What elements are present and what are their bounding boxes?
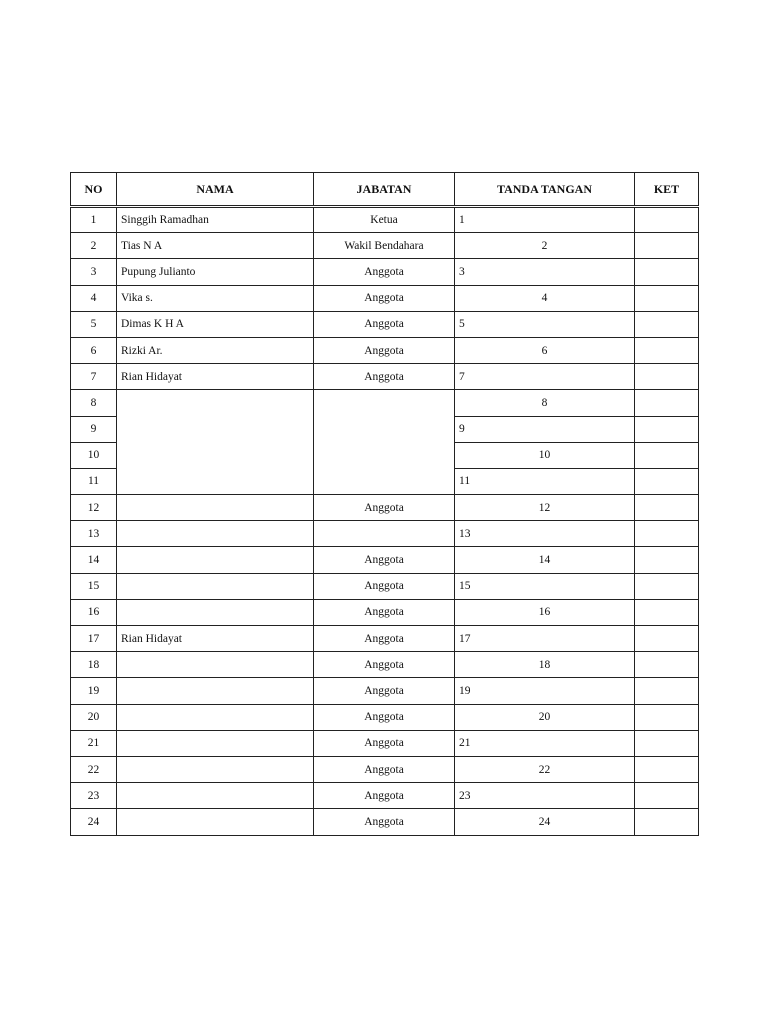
nama-cell (117, 599, 314, 625)
ket-cell (635, 337, 699, 363)
ket-cell (635, 573, 699, 599)
tanda-tangan-cell: 9 (455, 416, 635, 442)
table-row (71, 207, 699, 233)
nama-cell (117, 547, 314, 573)
ket-cell (635, 390, 699, 416)
jabatan-cell: Anggota (314, 285, 455, 311)
ket-cell (635, 364, 699, 390)
tanda-tangan-cell: 8 (455, 390, 635, 416)
nama-cell (117, 809, 314, 835)
nama-cell: Tias N A (117, 233, 314, 259)
row-number: 3 (71, 259, 117, 285)
jabatan-cell: Anggota (314, 626, 455, 652)
table-row (71, 678, 699, 704)
tanda-tangan-cell: 20 (455, 704, 635, 730)
row-number: 24 (71, 809, 117, 835)
table-row (71, 599, 699, 625)
row-number: 14 (71, 547, 117, 573)
ket-cell (635, 652, 699, 678)
table-row (71, 311, 699, 337)
row-number: 20 (71, 704, 117, 730)
table-row (71, 390, 699, 416)
tanda-tangan-cell: 11 (455, 468, 635, 494)
row-number: 10 (71, 442, 117, 468)
row-number: 12 (71, 495, 117, 521)
row-number: 8 (71, 390, 117, 416)
row-number: 1 (71, 207, 117, 233)
ket-cell (635, 547, 699, 573)
header-jabatan: JABATAN (314, 173, 455, 207)
ket-cell (635, 599, 699, 625)
tanda-tangan-cell: 3 (455, 259, 635, 285)
table-row (71, 626, 699, 652)
nama-cell: Pupung Julianto (117, 259, 314, 285)
table-row (71, 285, 699, 311)
tanda-tangan-cell: 17 (455, 626, 635, 652)
table-row (71, 704, 699, 730)
tanda-tangan-cell: 2 (455, 233, 635, 259)
nama-cell: Dimas K H A (117, 311, 314, 337)
row-number: 23 (71, 783, 117, 809)
nama-cell (117, 678, 314, 704)
table-header (71, 173, 699, 207)
table-row (71, 730, 699, 756)
attendance-sheet (70, 172, 698, 836)
ket-cell (635, 730, 699, 756)
nama-cell (117, 390, 314, 495)
row-number: 16 (71, 599, 117, 625)
jabatan-cell: Anggota (314, 704, 455, 730)
tanda-tangan-cell: 5 (455, 311, 635, 337)
nama-cell (117, 521, 314, 547)
ket-cell (635, 233, 699, 259)
nama-cell: Rizki Ar. (117, 337, 314, 363)
tanda-tangan-cell: 19 (455, 678, 635, 704)
header-ket: KET (635, 173, 699, 207)
ket-cell (635, 809, 699, 835)
nama-cell: Rian Hidayat (117, 626, 314, 652)
ket-cell (635, 468, 699, 494)
jabatan-cell: Anggota (314, 337, 455, 363)
row-number: 13 (71, 521, 117, 547)
table-row (71, 259, 699, 285)
jabatan-cell: Anggota (314, 364, 455, 390)
table-row (71, 573, 699, 599)
attendance-table (70, 172, 699, 836)
row-number: 22 (71, 756, 117, 782)
nama-cell: Rian Hidayat (117, 364, 314, 390)
tanda-tangan-cell: 21 (455, 730, 635, 756)
ket-cell (635, 678, 699, 704)
tanda-tangan-cell: 7 (455, 364, 635, 390)
jabatan-cell: Anggota (314, 259, 455, 285)
row-number: 18 (71, 652, 117, 678)
tanda-tangan-cell: 18 (455, 652, 635, 678)
jabatan-cell: Anggota (314, 599, 455, 625)
header-tanda-tangan: TANDA TANGAN (455, 173, 635, 207)
tanda-tangan-cell: 12 (455, 495, 635, 521)
ket-cell (635, 442, 699, 468)
jabatan-cell: Anggota (314, 495, 455, 521)
row-number: 15 (71, 573, 117, 599)
tanda-tangan-cell: 16 (455, 599, 635, 625)
ket-cell (635, 756, 699, 782)
table-row (71, 652, 699, 678)
tanda-tangan-cell: 13 (455, 521, 635, 547)
row-number: 9 (71, 416, 117, 442)
table-row (71, 783, 699, 809)
ket-cell (635, 285, 699, 311)
ket-cell (635, 626, 699, 652)
tanda-tangan-cell: 4 (455, 285, 635, 311)
table-row (71, 364, 699, 390)
header-nama: NAMA (117, 173, 314, 207)
row-number: 2 (71, 233, 117, 259)
table-row (71, 337, 699, 363)
table-row (71, 756, 699, 782)
nama-cell (117, 783, 314, 809)
row-number: 6 (71, 337, 117, 363)
tanda-tangan-cell: 1 (455, 207, 635, 233)
jabatan-cell: Anggota (314, 756, 455, 782)
header-no: NO (71, 173, 117, 207)
table-row (71, 521, 699, 547)
ket-cell (635, 521, 699, 547)
header-row (71, 173, 699, 207)
nama-cell (117, 495, 314, 521)
table-row (71, 809, 699, 835)
row-number: 5 (71, 311, 117, 337)
nama-cell (117, 730, 314, 756)
table-row (71, 495, 699, 521)
table-body (71, 207, 699, 836)
jabatan-cell: Anggota (314, 678, 455, 704)
table-row (71, 233, 699, 259)
jabatan-cell: Anggota (314, 730, 455, 756)
ket-cell (635, 207, 699, 233)
jabatan-cell: Anggota (314, 311, 455, 337)
nama-cell (117, 573, 314, 599)
tanda-tangan-cell: 22 (455, 756, 635, 782)
row-number: 11 (71, 468, 117, 494)
row-number: 19 (71, 678, 117, 704)
jabatan-cell: Anggota (314, 573, 455, 599)
table-row (71, 547, 699, 573)
jabatan-cell: Anggota (314, 547, 455, 573)
ket-cell (635, 783, 699, 809)
jabatan-cell (314, 390, 455, 495)
tanda-tangan-cell: 6 (455, 337, 635, 363)
ket-cell (635, 704, 699, 730)
ket-cell (635, 416, 699, 442)
nama-cell (117, 652, 314, 678)
ket-cell (635, 495, 699, 521)
tanda-tangan-cell: 14 (455, 547, 635, 573)
jabatan-cell: Wakil Bendahara (314, 233, 455, 259)
row-number: 7 (71, 364, 117, 390)
nama-cell: Vika s. (117, 285, 314, 311)
row-number: 17 (71, 626, 117, 652)
tanda-tangan-cell: 15 (455, 573, 635, 599)
nama-cell (117, 756, 314, 782)
jabatan-cell: Anggota (314, 783, 455, 809)
jabatan-cell: Anggota (314, 809, 455, 835)
ket-cell (635, 259, 699, 285)
tanda-tangan-cell: 24 (455, 809, 635, 835)
row-number: 4 (71, 285, 117, 311)
nama-cell: Singgih Ramadhan (117, 207, 314, 233)
ket-cell (635, 311, 699, 337)
nama-cell (117, 704, 314, 730)
jabatan-cell (314, 521, 455, 547)
jabatan-cell: Ketua (314, 207, 455, 233)
jabatan-cell: Anggota (314, 652, 455, 678)
tanda-tangan-cell: 10 (455, 442, 635, 468)
tanda-tangan-cell: 23 (455, 783, 635, 809)
row-number: 21 (71, 730, 117, 756)
